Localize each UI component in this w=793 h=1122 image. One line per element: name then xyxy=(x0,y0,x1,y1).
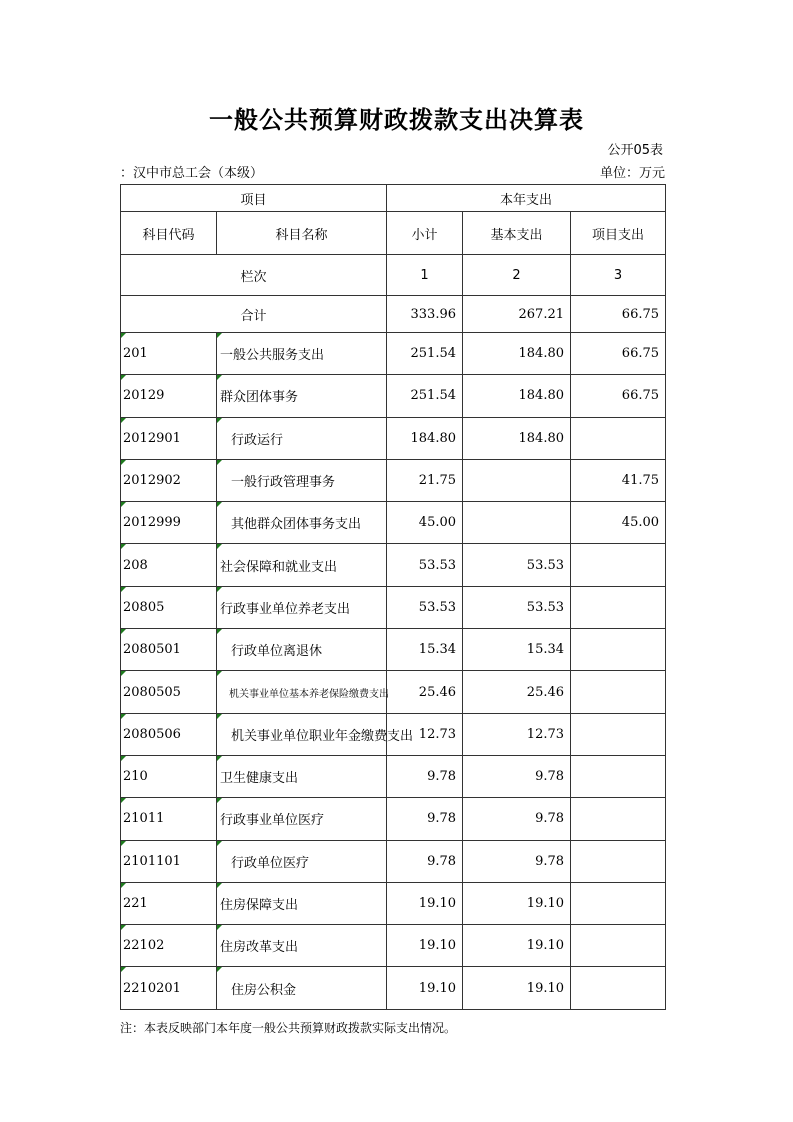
row-name xyxy=(217,502,387,544)
row-name xyxy=(217,586,387,628)
table-row xyxy=(121,502,666,544)
row-name-text: 住房公积金 xyxy=(231,982,297,998)
cell-marker-icon xyxy=(217,883,222,888)
row-code xyxy=(121,417,217,459)
cell-marker-icon xyxy=(121,671,126,676)
row-subtotal: 19.10 xyxy=(387,882,463,924)
cell-marker-icon xyxy=(217,544,222,549)
row-name xyxy=(217,840,387,882)
cell-marker-icon xyxy=(121,333,126,338)
row-code-text: 2210201 xyxy=(123,980,181,996)
row-subtotal: 251.54 xyxy=(387,375,463,417)
table-row xyxy=(121,967,666,1009)
row-subtotal: 184.80 xyxy=(387,417,463,459)
cell-marker-icon xyxy=(217,841,222,846)
row-code-text: 208 xyxy=(123,557,148,573)
table-row xyxy=(121,755,666,797)
cell-marker-icon xyxy=(121,798,126,803)
row-project xyxy=(571,671,666,713)
cell-marker-icon xyxy=(121,883,126,888)
row-name xyxy=(217,755,387,797)
row-basic: 184.80 xyxy=(463,333,571,375)
row-code-text: 2012901 xyxy=(123,430,181,446)
row-project: 45.00 xyxy=(571,502,666,544)
row-code xyxy=(121,882,217,924)
row-subtotal: 19.10 xyxy=(387,925,463,967)
organization-label: ：汉中市总工会（本级） xyxy=(120,166,264,181)
table-row xyxy=(121,586,666,628)
row-code-text: 221 xyxy=(123,896,148,911)
row-name-text: 一般公共服务支出 xyxy=(220,348,325,364)
row-project: 66.75 xyxy=(571,375,666,417)
row-subtotal: 12.73 xyxy=(387,713,463,755)
table-row xyxy=(121,544,666,586)
row-project: 41.75 xyxy=(571,459,666,501)
table-row xyxy=(121,713,666,755)
cell-marker-icon xyxy=(121,375,126,380)
row-subtotal: 45.00 xyxy=(387,502,463,544)
cell-marker-icon xyxy=(217,671,222,676)
row-subtotal: 53.53 xyxy=(387,586,463,628)
row-basic: 19.10 xyxy=(463,925,571,967)
cell-marker-icon xyxy=(121,841,126,846)
row-code-text: 21011 xyxy=(123,811,165,827)
row-code-text: 2080501 xyxy=(123,642,181,658)
row-project xyxy=(571,967,666,1009)
row-name-text: 行政单位离退休 xyxy=(231,644,323,660)
row-project xyxy=(571,629,666,671)
row-name xyxy=(217,544,387,586)
cell-marker-icon xyxy=(217,714,222,719)
row-project xyxy=(571,840,666,882)
row-project xyxy=(571,586,666,628)
currency-unit-label: 单位：万元 xyxy=(599,166,665,181)
header-subtotal: 小计 xyxy=(387,212,463,255)
row-name xyxy=(217,798,387,840)
column-index-row xyxy=(121,255,666,296)
cell-marker-icon xyxy=(121,587,126,592)
row-basic: 12.73 xyxy=(463,713,571,755)
header-current-year: 本年支出 xyxy=(387,185,666,212)
row-name xyxy=(217,375,387,417)
column-index-label: 栏次 xyxy=(121,255,387,296)
row-code-text: 22102 xyxy=(123,938,165,954)
row-code xyxy=(121,502,217,544)
row-code-text: 2012902 xyxy=(123,473,181,489)
cell-marker-icon xyxy=(217,502,222,507)
row-project xyxy=(571,925,666,967)
column-index-2: 2 xyxy=(463,255,571,296)
row-basic: 53.53 xyxy=(463,544,571,586)
row-name-text: 住房保障支出 xyxy=(220,898,299,913)
row-project xyxy=(571,798,666,840)
row-basic xyxy=(463,459,571,501)
table-row xyxy=(121,459,666,501)
row-name-text: 行政事业单位医疗 xyxy=(220,813,325,829)
row-project xyxy=(571,882,666,924)
row-subtotal: 53.53 xyxy=(387,544,463,586)
total-label: 合计 xyxy=(121,296,387,333)
row-project xyxy=(571,417,666,459)
row-subtotal: 9.78 xyxy=(387,798,463,840)
row-code xyxy=(121,459,217,501)
row-name-text: 行政事业单位养老支出 xyxy=(220,601,351,617)
cell-marker-icon xyxy=(217,629,222,634)
table-row xyxy=(121,417,666,459)
row-subtotal: 9.78 xyxy=(387,840,463,882)
cell-marker-icon xyxy=(121,629,126,634)
row-code xyxy=(121,375,217,417)
row-code-text: 201 xyxy=(123,346,148,362)
row-name-text: 社会保障和就业支出 xyxy=(220,559,338,575)
row-basic xyxy=(463,502,571,544)
cell-marker-icon xyxy=(121,756,126,761)
row-basic: 53.53 xyxy=(463,586,571,628)
header-project: 项目 xyxy=(121,185,387,212)
row-code-text: 20129 xyxy=(123,388,165,404)
row-basic: 19.10 xyxy=(463,882,571,924)
row-code xyxy=(121,713,217,755)
cell-marker-icon xyxy=(217,798,222,803)
row-code xyxy=(121,967,217,1009)
header-basic: 基本支出 xyxy=(463,212,571,255)
total-basic: 267.21 xyxy=(463,296,571,333)
table-row xyxy=(121,925,666,967)
row-subtotal: 25.46 xyxy=(387,671,463,713)
row-code-text: 2080506 xyxy=(123,726,181,742)
row-name xyxy=(217,333,387,375)
row-name-text: 住房改革支出 xyxy=(220,940,299,956)
row-basic: 9.78 xyxy=(463,840,571,882)
row-name xyxy=(217,925,387,967)
row-code-text: 2101101 xyxy=(123,853,181,869)
row-code xyxy=(121,333,217,375)
table-row xyxy=(121,629,666,671)
row-basic: 184.80 xyxy=(463,375,571,417)
cell-marker-icon xyxy=(217,460,222,465)
row-subtotal: 9.78 xyxy=(387,755,463,797)
row-name xyxy=(217,629,387,671)
cell-marker-icon xyxy=(217,587,222,592)
row-name-text: 机关事业单位职业年金缴费支出 xyxy=(231,728,414,744)
row-name-text: 卫生健康支出 xyxy=(220,771,299,787)
row-subtotal: 19.10 xyxy=(387,967,463,1009)
row-code xyxy=(121,755,217,797)
table-row xyxy=(121,375,666,417)
row-name xyxy=(217,967,387,1009)
cell-marker-icon xyxy=(121,714,126,719)
row-code xyxy=(121,925,217,967)
row-basic: 25.46 xyxy=(463,671,571,713)
row-project: 66.75 xyxy=(571,333,666,375)
row-code xyxy=(121,840,217,882)
row-name xyxy=(217,713,414,755)
row-code-text: 2080505 xyxy=(123,684,181,700)
row-subtotal: 21.75 xyxy=(387,459,463,501)
row-name-text: 一般行政管理事务 xyxy=(231,475,336,491)
cell-marker-icon xyxy=(121,544,126,549)
row-name-text: 机关事业单位基本养老保险缴费支出 xyxy=(229,688,389,700)
cell-marker-icon xyxy=(217,967,222,972)
row-code-text: 20805 xyxy=(123,599,165,615)
header-name: 科目名称 xyxy=(217,212,387,255)
column-index-3: 3 xyxy=(571,255,666,296)
footnote: 注：本表反映部门本年度一般公共预算财政拨款实际支出情况。 xyxy=(120,1021,457,1035)
row-code xyxy=(121,629,217,671)
total-row xyxy=(121,296,666,333)
cell-marker-icon xyxy=(217,925,222,930)
row-name-text: 群众团体事务 xyxy=(220,390,299,406)
total-project: 66.75 xyxy=(571,296,666,333)
column-index-1: 1 xyxy=(387,255,463,296)
row-name-text: 行政运行 xyxy=(231,432,284,448)
table-row xyxy=(121,333,666,375)
header-row-1 xyxy=(121,185,666,212)
row-code xyxy=(121,544,217,586)
page-title: 一般公共预算财政拨款支出决算表 xyxy=(209,106,584,134)
row-name-text: 行政单位医疗 xyxy=(231,855,310,871)
row-code xyxy=(121,586,217,628)
row-code xyxy=(121,798,217,840)
form-number: 公开05表 xyxy=(607,143,663,158)
row-basic: 19.10 xyxy=(463,967,571,1009)
cell-marker-icon xyxy=(121,925,126,930)
row-basic: 15.34 xyxy=(463,629,571,671)
row-project xyxy=(571,713,666,755)
table-row xyxy=(121,882,666,924)
row-code-text: 2012999 xyxy=(123,515,181,531)
table-row xyxy=(121,798,666,840)
cell-marker-icon xyxy=(217,333,222,338)
expenditure-table xyxy=(120,184,666,1010)
row-name xyxy=(217,882,387,924)
table-row xyxy=(121,671,666,713)
row-subtotal: 15.34 xyxy=(387,629,463,671)
cell-marker-icon xyxy=(217,418,222,423)
row-code xyxy=(121,671,217,713)
cell-marker-icon xyxy=(121,967,126,972)
header-code: 科目代码 xyxy=(121,212,217,255)
row-basic: 184.80 xyxy=(463,417,571,459)
cell-marker-icon xyxy=(217,756,222,761)
row-name xyxy=(217,671,387,713)
header-row-2 xyxy=(121,212,666,255)
total-subtotal: 333.96 xyxy=(387,296,463,333)
row-subtotal: 251.54 xyxy=(387,333,463,375)
cell-marker-icon xyxy=(121,460,126,465)
row-name-text: 其他群众团体事务支出 xyxy=(231,517,362,533)
row-name xyxy=(217,417,387,459)
table-row xyxy=(121,840,666,882)
cell-marker-icon xyxy=(217,375,222,380)
row-basic: 9.78 xyxy=(463,755,571,797)
row-basic: 9.78 xyxy=(463,798,571,840)
row-code-text: 210 xyxy=(123,769,148,785)
cell-marker-icon xyxy=(121,418,126,423)
row-project xyxy=(571,755,666,797)
header-project-expense: 项目支出 xyxy=(571,212,666,255)
row-project xyxy=(571,544,666,586)
cell-marker-icon xyxy=(121,502,126,507)
row-name xyxy=(217,459,387,501)
